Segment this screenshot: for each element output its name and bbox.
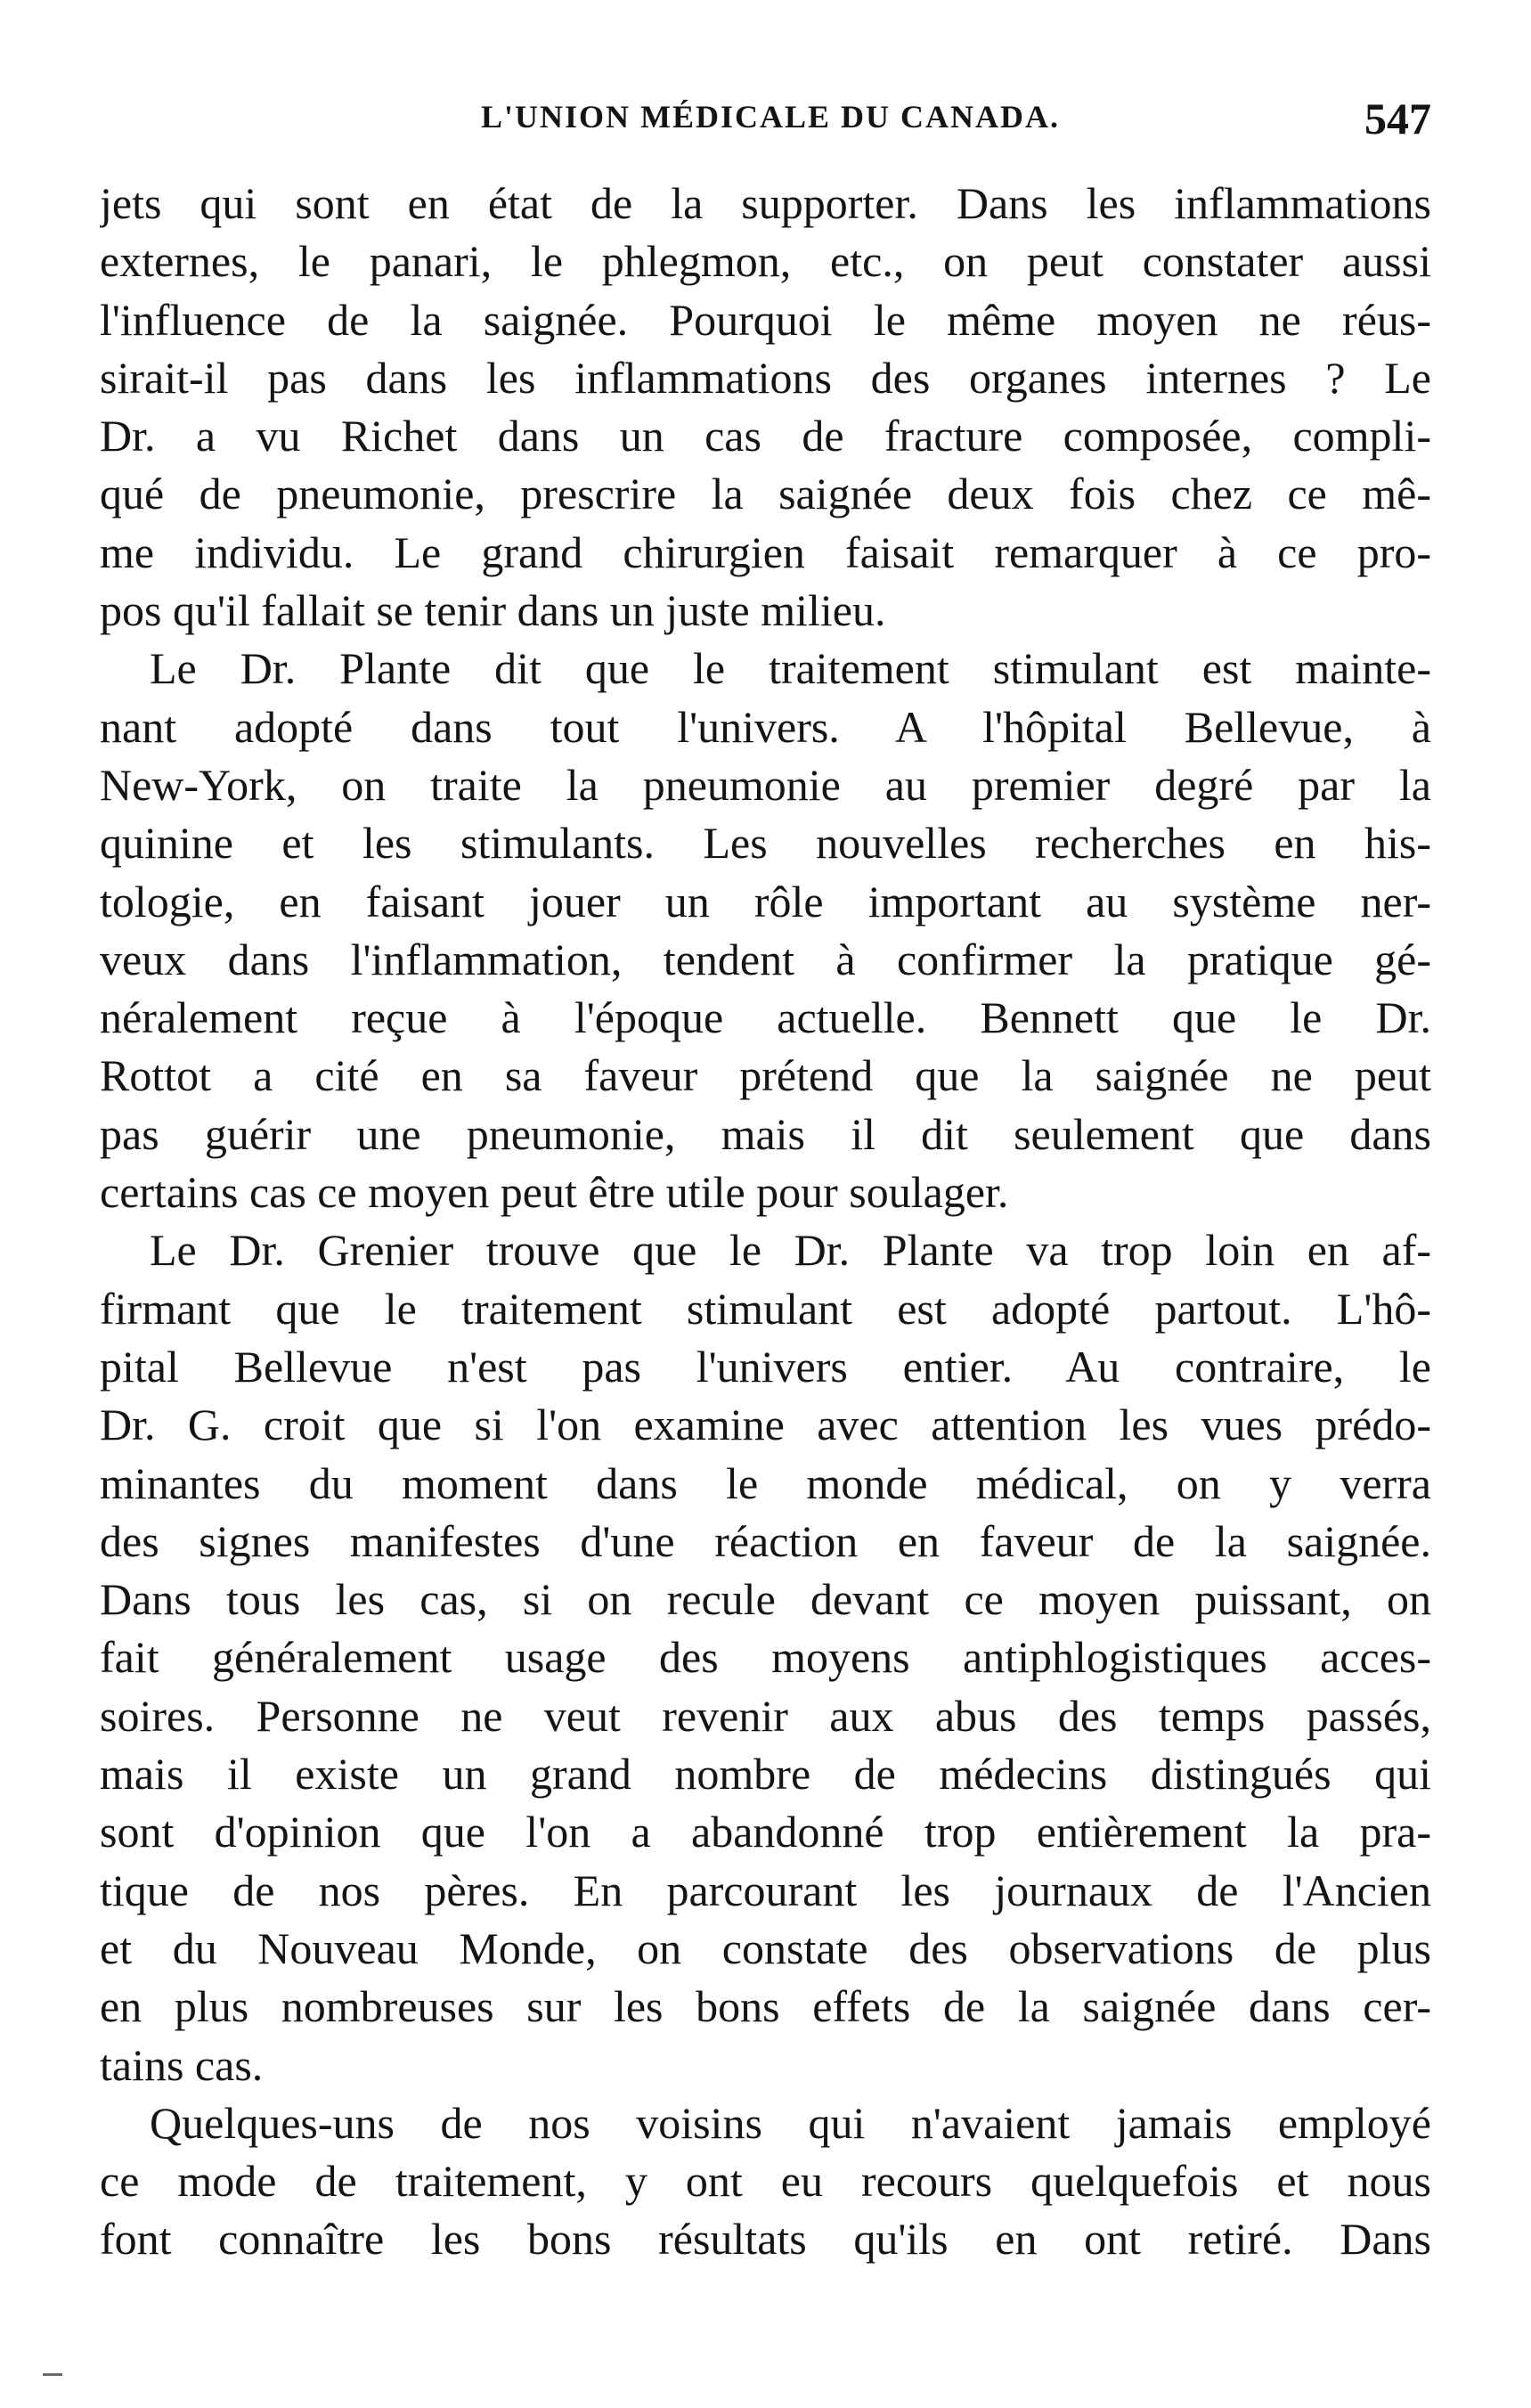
text-line: quinine et les stimulants. Les nouvelles recherches en his- <box>100 818 1431 869</box>
text-line: sirait-il pas dans les inflammations des organes internes ? Le <box>100 352 1431 403</box>
text-line: l'influence de la saignée. Pourquoi le même moyen ne réus- <box>100 294 1431 345</box>
text-line: jets qui sont en état de la supporter. Dans les inflammations <box>100 178 1431 228</box>
paragraph-2 <box>100 640 1431 1221</box>
text-line: certains cas ce moyen peut être utile pour soulager. <box>100 1167 1009 1218</box>
text-line: en plus nombreuses sur les bons effets de la saignée dans cer- <box>100 1981 1431 2032</box>
text-line: nant adopté dans tout l'univers. A l'hôpital Bellevue, à <box>100 701 1431 752</box>
page-header <box>0 93 1531 146</box>
text-line: tique de nos pères. En parcourant les journaux de l'Ancien <box>100 1865 1431 1915</box>
text-line: ce mode de traitement, y ont eu recours quelquefois et nous <box>100 2156 1431 2207</box>
text-line: pos qu'il fallait se tenir dans un juste milieu. <box>100 585 886 636</box>
running-title: L'UNION MÉDICALE DU CANADA. <box>481 99 1061 135</box>
text-line: fait généralement usage des moyens antiphlogistiques acces- <box>100 1632 1431 1683</box>
text-line: néralement reçue à l'époque actuelle. Bennett que le Dr. <box>100 992 1431 1043</box>
paragraph-3 <box>100 1221 1431 2094</box>
text-line: et du Nouveau Monde, on constate des observations de plus <box>100 1922 1431 1973</box>
text-line: veux dans l'inflammation, tendent à confirmer la pratique gé- <box>100 934 1431 984</box>
body-text <box>100 175 1431 2269</box>
text-line: externes, le panari, le phlegmon, etc., on peut constater aussi <box>100 236 1431 287</box>
text-line: qué de pneumonie, prescrire la saignée deux fois chez ce mê- <box>100 469 1431 519</box>
text-line: soires. Personne ne veut revenir aux abus des temps passés, <box>100 1690 1431 1741</box>
text-line: Dr. a vu Richet dans un cas de fracture composée, compli- <box>100 411 1431 461</box>
text-line: tologie, en faisant jouer un rôle important au système ner- <box>100 876 1431 926</box>
text-line: Rottot a cité en sa faveur prétend que la saignée ne peut <box>100 1050 1431 1101</box>
text-line: Dr. G. croit que si l'on examine avec attention les vues prédo- <box>100 1400 1431 1450</box>
paragraph-4 <box>100 2094 1431 2269</box>
text-line: sont d'opinion que l'on a abandonné trop entièrement la pra- <box>100 1807 1431 1857</box>
print-mark <box>43 2373 62 2376</box>
text-line: tains cas. <box>100 2039 264 2090</box>
text-line: me individu. Le grand chirurgien faisait remarquer à ce pro- <box>100 526 1431 577</box>
text-line: font connaître les bons résultats qu'ils en ont retiré. Dans <box>100 2214 1431 2265</box>
text-line: New-York, on traite la pneumonie au premier degré par la <box>100 759 1431 810</box>
text-line: Le Dr. Plante dit que le traitement stimulant est mainte- <box>150 643 1431 694</box>
text-line: firmant que le traitement stimulant est adopté partout. L'hô- <box>100 1283 1431 1334</box>
paragraph-1 <box>100 175 1431 640</box>
text-line: pital Bellevue n'est pas l'univers entier. Au contraire, le <box>100 1341 1431 1392</box>
page-number: 547 <box>1364 94 1431 143</box>
text-line: mais il existe un grand nombre de médecins distingués qui <box>100 1749 1431 1800</box>
text-line: Quelques-uns de nos voisins qui n'avaient jamais employé <box>150 2097 1431 2148</box>
text-line: minantes du moment dans le monde médical, on y verra <box>100 1457 1431 1508</box>
text-line: des signes manifestes d'une réaction en faveur de la saignée. <box>100 1515 1431 1566</box>
text-line: Le Dr. Grenier trouve que le Dr. Plante va trop loin en af- <box>150 1225 1431 1276</box>
text-line: Dans tous les cas, si on recule devant ce moyen puissant, on <box>100 1574 1431 1625</box>
text-line: pas guérir une pneumonie, mais il dit seulement que dans <box>100 1108 1431 1159</box>
